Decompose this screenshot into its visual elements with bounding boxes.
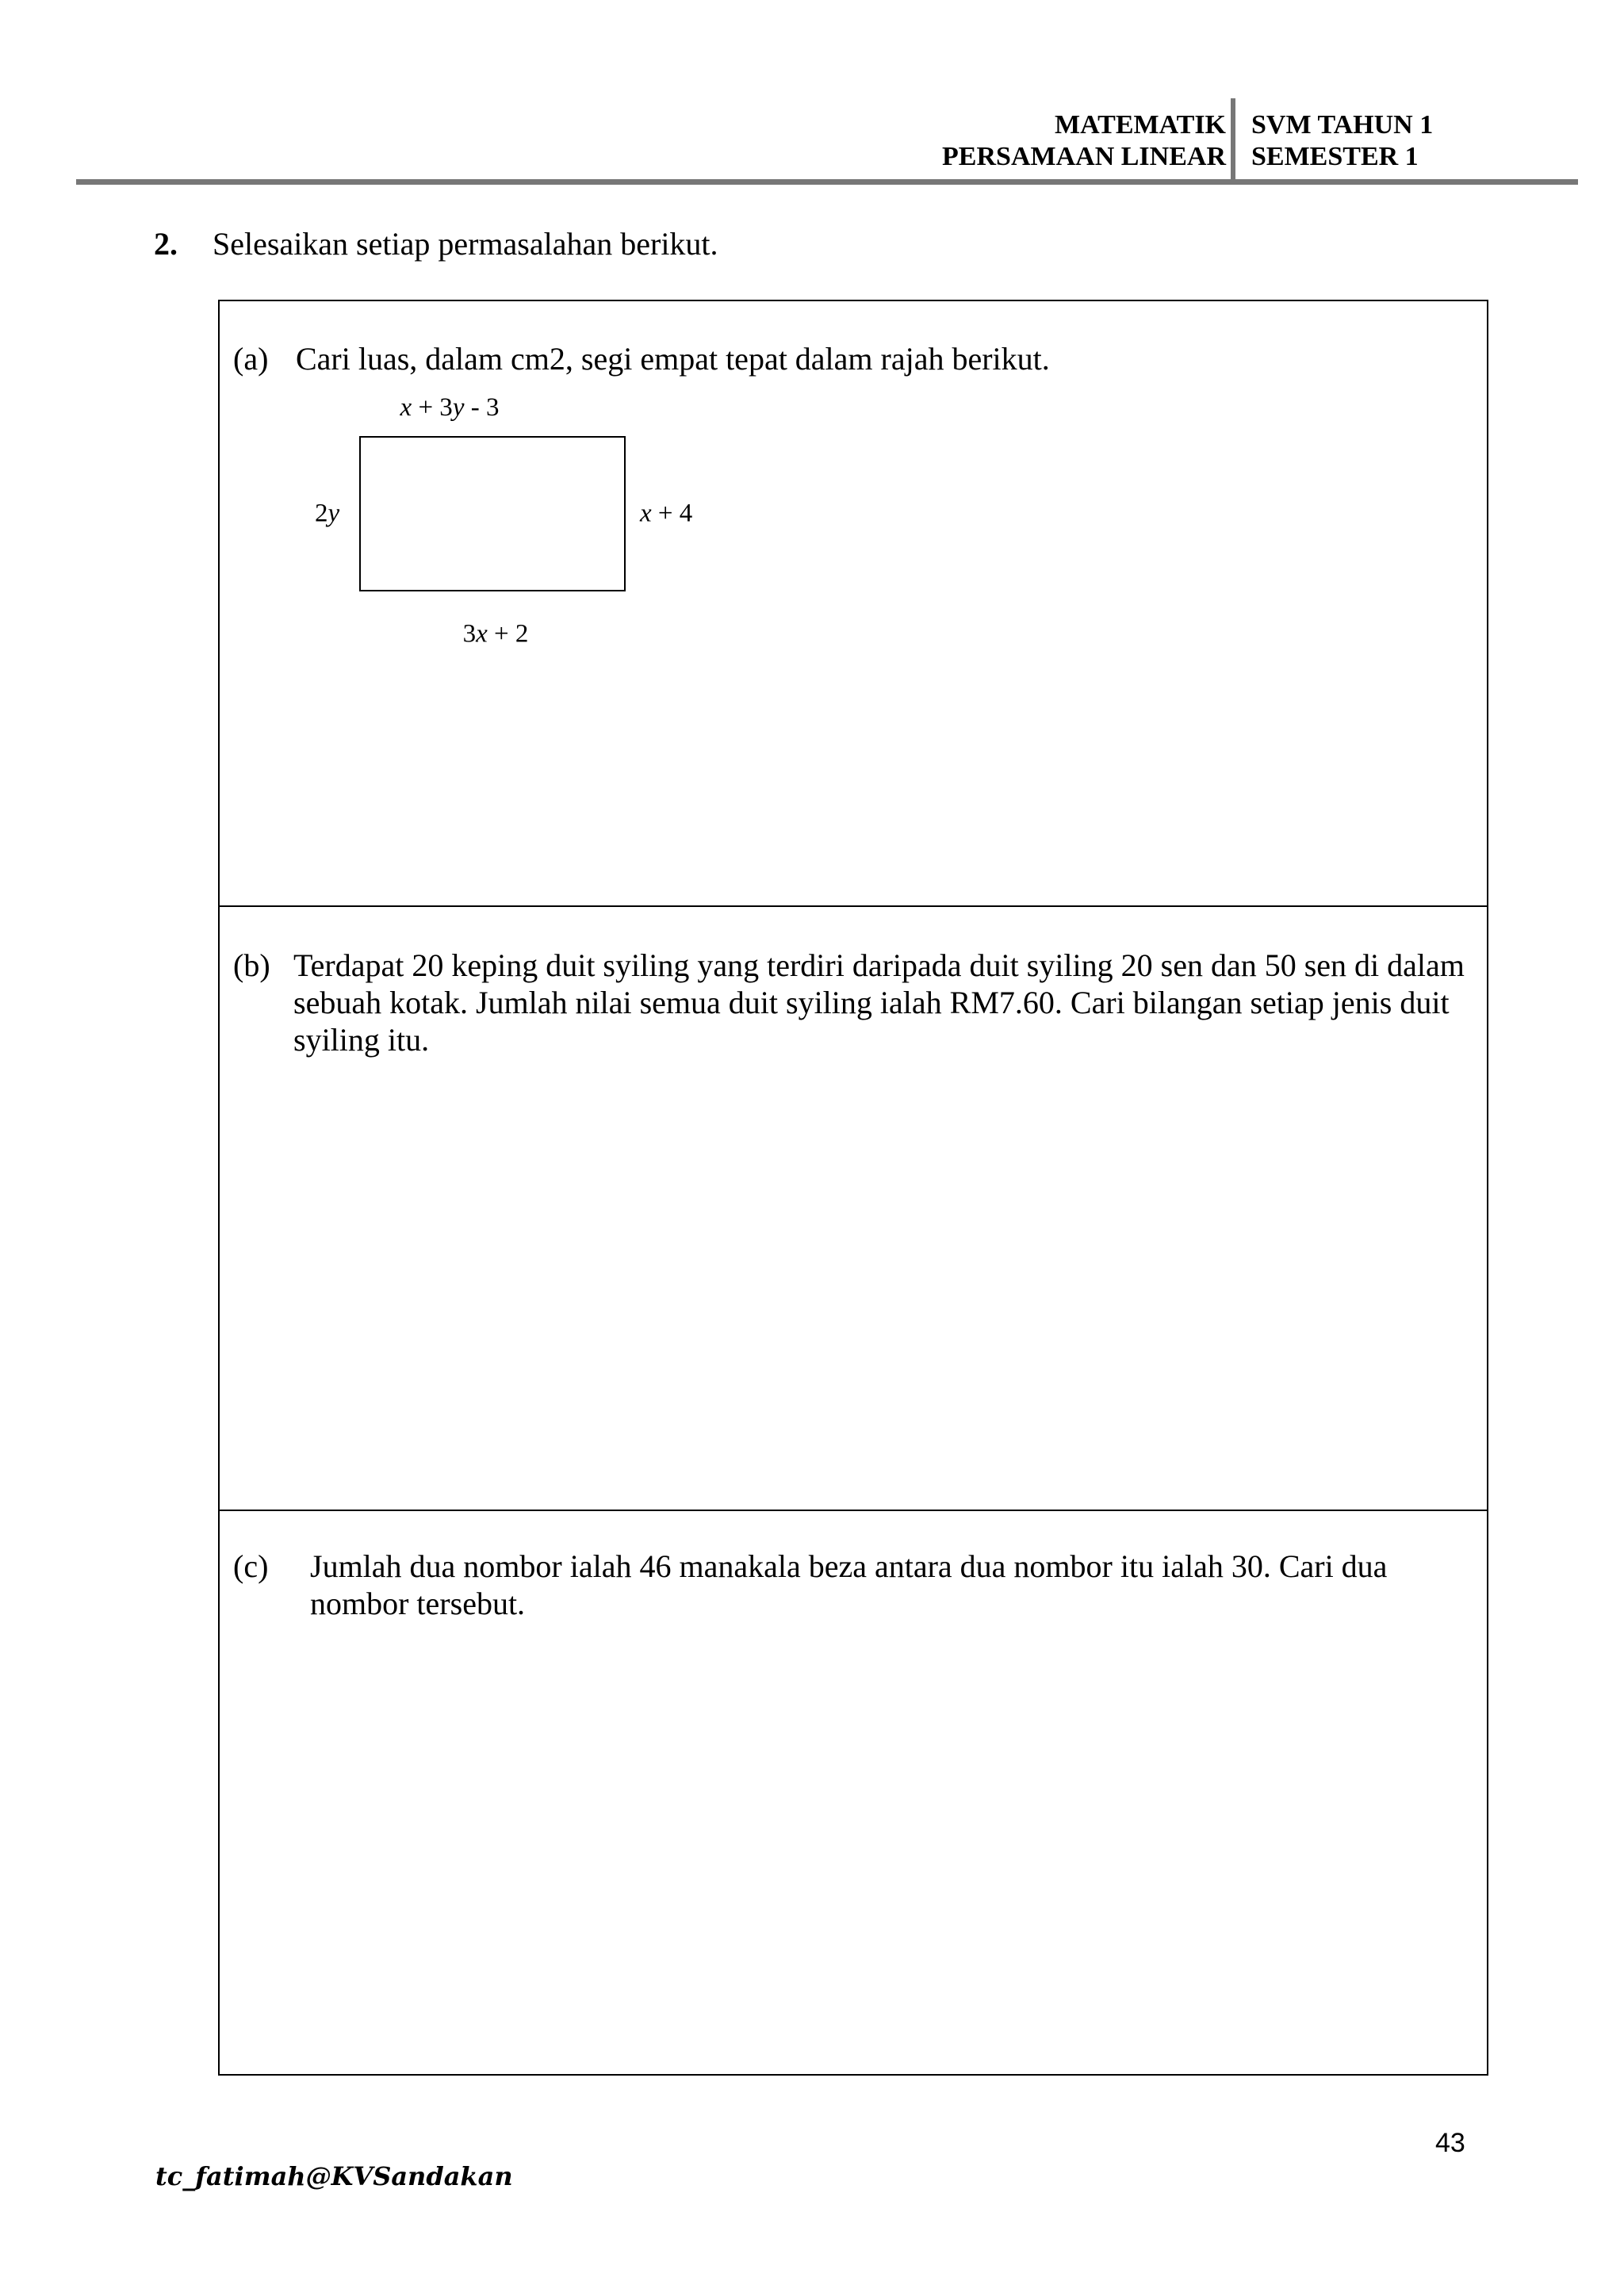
header-semester: SEMESTER 1 xyxy=(1251,142,1419,171)
page-number: 43 xyxy=(1435,2128,1465,2158)
figure-label-top: x + 3y - 3 xyxy=(400,393,500,422)
part-b-text: Terdapat 20 keping duit syiling yang terdiri daripada duit syiling 20 sen dan 50 sen di dalam sebuah kotak. Jumlah nilai semua duit syiling ialah RM7.60. Cari bilangan setiap jenis duit syiling itu. xyxy=(293,947,1465,1058)
part-a-label: (a) xyxy=(233,341,269,377)
part-c-text: Jumlah dua nombor ialah 46 manakala beza antara dua nombor itu ialah 30. Cari dua nombor tersebut. xyxy=(310,1548,1388,1621)
part-a-text: Cari luas, dalam cm2, segi empat tepat dalam rajah berikut. xyxy=(296,341,1050,377)
figure-label-right: x + 4 xyxy=(640,499,693,528)
author-footer: tc_fatimah@KVSandakan xyxy=(155,2161,513,2191)
figure-label-bottom: 3x + 2 xyxy=(462,619,529,649)
part-c-label: (c) xyxy=(233,1548,269,1584)
header-divider xyxy=(1231,98,1235,184)
question-number: 2. xyxy=(154,226,178,262)
header-subject: MATEMATIK xyxy=(1055,110,1226,140)
answer-box-a xyxy=(218,300,1488,905)
question-instruction: Selesaikan setiap permasalahan berikut. xyxy=(213,226,718,262)
figure-label-left: 2y xyxy=(315,499,340,528)
header-course: SVM TAHUN 1 xyxy=(1251,110,1434,140)
answer-box-b xyxy=(218,905,1488,1510)
header-topic: PERSAMAAN LINEAR xyxy=(942,142,1226,171)
part-b-label: (b) xyxy=(233,947,270,983)
answer-box-c xyxy=(218,1510,1488,2076)
header-right xyxy=(1251,109,1568,173)
header-left xyxy=(750,109,1226,173)
rectangle-shape xyxy=(359,436,626,591)
header-rule xyxy=(76,179,1578,185)
